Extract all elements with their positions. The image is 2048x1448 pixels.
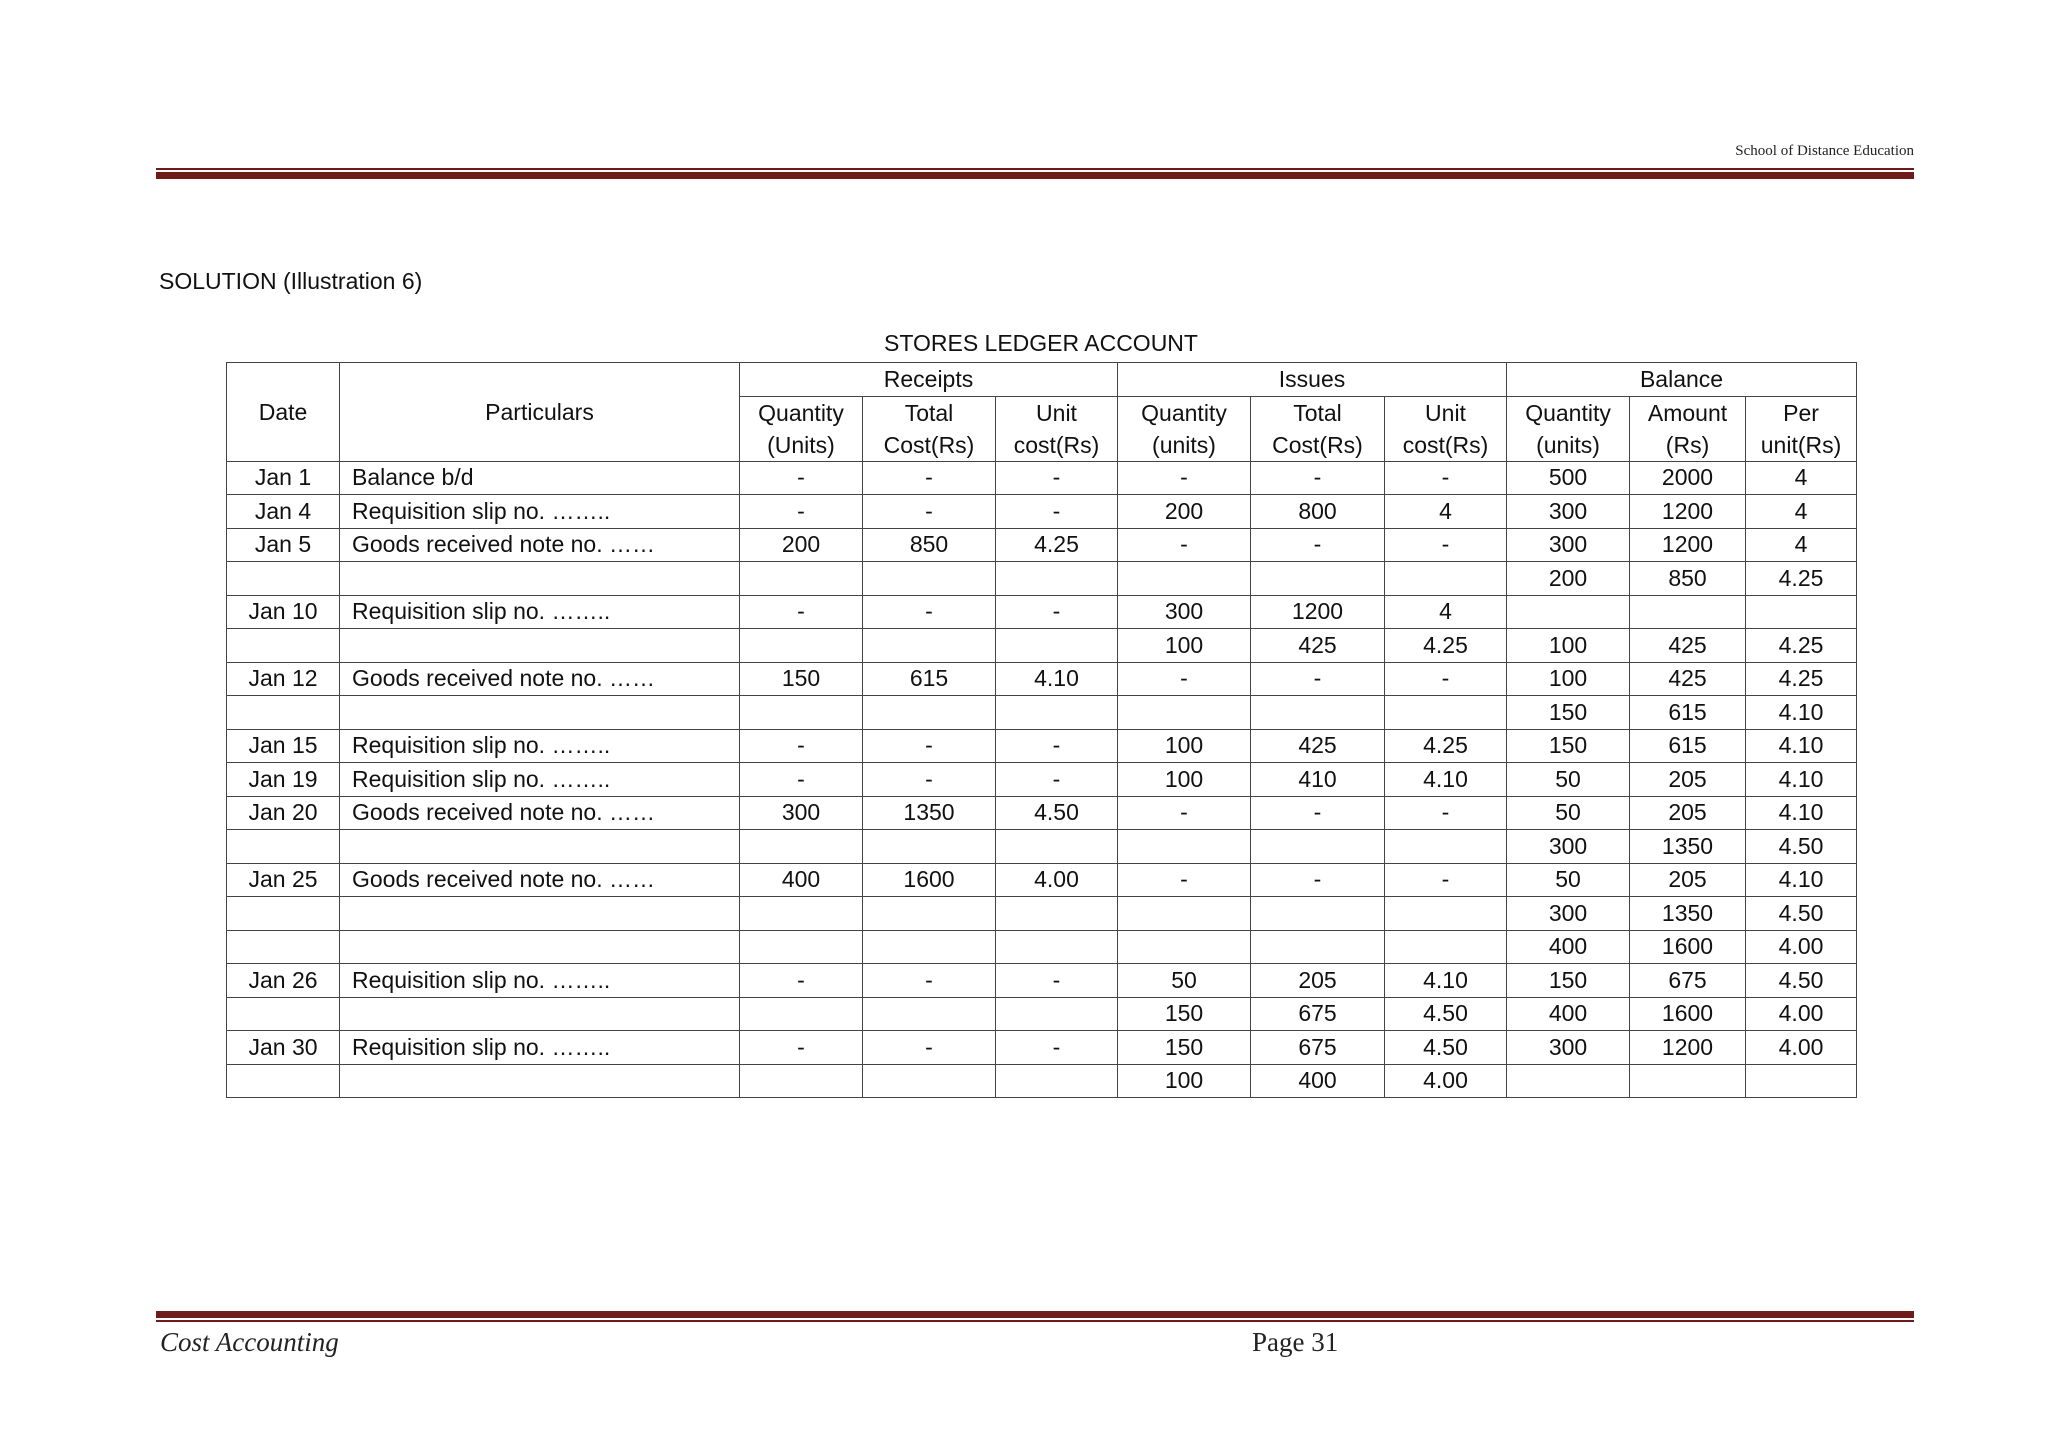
table-row (227, 495, 1857, 529)
table-row (227, 662, 1857, 696)
date-cell (227, 997, 340, 1031)
balance-per-unit-cell: 4 (1746, 528, 1857, 562)
issues-qty-cell: 150 (1118, 997, 1251, 1031)
balance-amount-cell: 1200 (1630, 495, 1746, 529)
table-row (227, 461, 1857, 495)
table-row (227, 696, 1857, 730)
receipts-qty-cell (740, 830, 863, 864)
receipts-total-cell: - (863, 1031, 996, 1065)
date-cell: Jan 4 (227, 495, 340, 529)
footer-rule (156, 1311, 1914, 1322)
particulars-cell: Requisition slip no. …….. (340, 964, 740, 998)
receipts-qty-cell: - (740, 1031, 863, 1065)
balance-per-unit-cell: 4.00 (1746, 997, 1857, 1031)
table-row (227, 930, 1857, 964)
receipts-qty-header: Quantity (Units) (740, 396, 863, 461)
date-cell: Jan 20 (227, 796, 340, 830)
balance-qty-cell: 300 (1507, 830, 1630, 864)
date-cell: Jan 15 (227, 729, 340, 763)
receipts-total-cell (863, 1064, 996, 1098)
issues-total-cell: 1200 (1251, 595, 1385, 629)
balance-qty-cell: 100 (1507, 629, 1630, 663)
receipts-total-cell (863, 897, 996, 931)
date-cell (227, 629, 340, 663)
particulars-cell: Requisition slip no. …….. (340, 1031, 740, 1065)
receipts-total-cell (863, 696, 996, 730)
balance-per-unit-cell: 4.50 (1746, 897, 1857, 931)
issues-qty-cell: 300 (1118, 595, 1251, 629)
issues-unit-cell: - (1385, 796, 1507, 830)
issues-qty-cell: - (1118, 796, 1251, 830)
group-balance-header: Balance (1507, 363, 1857, 397)
ledger-body (227, 461, 1857, 1098)
particulars-cell (340, 1064, 740, 1098)
issues-total-cell: - (1251, 662, 1385, 696)
balance-amount-cell: 205 (1630, 863, 1746, 897)
balance-qty-cell (1507, 1064, 1630, 1098)
balance-amount-cell: 1600 (1630, 997, 1746, 1031)
issues-total-cell: - (1251, 863, 1385, 897)
balance-qty-cell: 200 (1507, 562, 1630, 596)
date-cell: Jan 12 (227, 662, 340, 696)
receipts-total-cell: - (863, 964, 996, 998)
issues-unit-cell: - (1385, 662, 1507, 696)
receipts-total-cell: 1350 (863, 796, 996, 830)
issues-unit-cell: 4.10 (1385, 964, 1507, 998)
balance-qty-header: Quantity (units) (1507, 396, 1630, 461)
balance-per-unit-cell: 4.25 (1746, 562, 1857, 596)
receipts-total-cell: - (863, 495, 996, 529)
receipts-qty-cell (740, 897, 863, 931)
receipts-qty-cell (740, 696, 863, 730)
issues-total-header: Total Cost(Rs) (1251, 396, 1385, 461)
issues-unit-cell (1385, 897, 1507, 931)
issues-qty-cell: 100 (1118, 629, 1251, 663)
receipts-total-cell: - (863, 729, 996, 763)
date-cell (227, 930, 340, 964)
receipts-total-header: Total Cost(Rs) (863, 396, 996, 461)
particulars-cell (340, 930, 740, 964)
balance-qty-cell: 300 (1507, 897, 1630, 931)
date-cell (227, 897, 340, 931)
date-cell: Jan 26 (227, 964, 340, 998)
receipts-qty-cell: 400 (740, 863, 863, 897)
table-row (227, 863, 1857, 897)
col-date-header: Date (227, 363, 340, 462)
balance-qty-cell: 50 (1507, 763, 1630, 797)
balance-amount-cell: 205 (1630, 763, 1746, 797)
balance-amount-cell: 2000 (1630, 461, 1746, 495)
balance-per-unit-cell: 4.10 (1746, 729, 1857, 763)
receipts-unit-cell (996, 897, 1118, 931)
balance-qty-cell: 150 (1507, 729, 1630, 763)
receipts-unit-cell (996, 696, 1118, 730)
issues-unit-cell: 4.25 (1385, 729, 1507, 763)
issues-qty-cell (1118, 830, 1251, 864)
balance-per-unit-cell (1746, 1064, 1857, 1098)
group-receipts-header: Receipts (740, 363, 1118, 397)
receipts-total-cell: 1600 (863, 863, 996, 897)
receipts-total-cell: 615 (863, 662, 996, 696)
receipts-qty-cell (740, 629, 863, 663)
balance-per-unit-cell: 4 (1746, 495, 1857, 529)
balance-qty-cell: 50 (1507, 863, 1630, 897)
issues-total-cell: 425 (1251, 729, 1385, 763)
issues-qty-cell: 50 (1118, 964, 1251, 998)
issues-total-cell: - (1251, 461, 1385, 495)
balance-per-unit-cell (1746, 595, 1857, 629)
issues-qty-cell (1118, 562, 1251, 596)
table-row (227, 964, 1857, 998)
issues-qty-cell: - (1118, 863, 1251, 897)
group-issues-header: Issues (1118, 363, 1507, 397)
receipts-qty-cell (740, 562, 863, 596)
balance-per-unit-header: Per unit(Rs) (1746, 396, 1857, 461)
issues-qty-cell: - (1118, 461, 1251, 495)
balance-per-unit-cell: 4.10 (1746, 796, 1857, 830)
issues-unit-cell: 4.50 (1385, 1031, 1507, 1065)
issues-unit-cell: - (1385, 461, 1507, 495)
table-row (227, 595, 1857, 629)
balance-amount-cell: 615 (1630, 696, 1746, 730)
receipts-total-cell (863, 997, 996, 1031)
receipts-total-cell (863, 830, 996, 864)
balance-qty-cell (1507, 595, 1630, 629)
date-cell (227, 830, 340, 864)
date-cell: Jan 5 (227, 528, 340, 562)
issues-unit-cell: 4.25 (1385, 629, 1507, 663)
issues-total-cell: - (1251, 528, 1385, 562)
receipts-total-cell: - (863, 595, 996, 629)
date-cell: Jan 19 (227, 763, 340, 797)
particulars-cell (340, 696, 740, 730)
particulars-cell: Goods received note no. …… (340, 528, 740, 562)
receipts-unit-cell (996, 562, 1118, 596)
receipts-unit-cell (996, 830, 1118, 864)
issues-total-cell: 400 (1251, 1064, 1385, 1098)
receipts-qty-cell (740, 997, 863, 1031)
solution-title: SOLUTION (Illustration 6) (159, 268, 423, 294)
issues-qty-cell: 100 (1118, 763, 1251, 797)
issues-total-cell: 410 (1251, 763, 1385, 797)
balance-amount-cell: 425 (1630, 629, 1746, 663)
header-rule (156, 168, 1914, 179)
col-particulars-header: Particulars (340, 363, 740, 462)
table-row (227, 997, 1857, 1031)
receipts-unit-cell: - (996, 763, 1118, 797)
balance-amount-cell: 1200 (1630, 1031, 1746, 1065)
balance-amount-cell: 205 (1630, 796, 1746, 830)
balance-per-unit-cell: 4.50 (1746, 964, 1857, 998)
issues-qty-cell (1118, 696, 1251, 730)
balance-amount-cell (1630, 595, 1746, 629)
date-cell (227, 1064, 340, 1098)
particulars-cell: Goods received note no. …… (340, 796, 740, 830)
receipts-qty-cell: - (740, 964, 863, 998)
balance-amount-cell: 1200 (1630, 528, 1746, 562)
receipts-total-cell: - (863, 461, 996, 495)
issues-unit-cell: 4.00 (1385, 1064, 1507, 1098)
issues-qty-cell: 100 (1118, 1064, 1251, 1098)
balance-qty-cell: 500 (1507, 461, 1630, 495)
receipts-total-cell: 850 (863, 528, 996, 562)
balance-qty-cell: 300 (1507, 495, 1630, 529)
particulars-cell: Requisition slip no. …….. (340, 763, 740, 797)
balance-qty-cell: 400 (1507, 930, 1630, 964)
table-row (227, 830, 1857, 864)
receipts-unit-cell (996, 997, 1118, 1031)
date-cell: Jan 10 (227, 595, 340, 629)
issues-qty-cell: - (1118, 662, 1251, 696)
issues-unit-cell: - (1385, 528, 1507, 562)
footer-subject: Cost Accounting (160, 1327, 339, 1357)
balance-amount-cell: 425 (1630, 662, 1746, 696)
particulars-cell: Requisition slip no. …….. (340, 595, 740, 629)
issues-total-cell (1251, 562, 1385, 596)
balance-per-unit-cell: 4.25 (1746, 662, 1857, 696)
table-row (227, 562, 1857, 596)
receipts-qty-cell: - (740, 461, 863, 495)
receipts-qty-cell: 200 (740, 528, 863, 562)
balance-per-unit-cell: 4.25 (1746, 629, 1857, 663)
issues-qty-cell: 200 (1118, 495, 1251, 529)
receipts-unit-cell (996, 930, 1118, 964)
issues-total-cell (1251, 897, 1385, 931)
issues-unit-cell (1385, 562, 1507, 596)
balance-amount-cell: 1350 (1630, 897, 1746, 931)
receipts-unit-cell: 4.10 (996, 662, 1118, 696)
issues-unit-cell (1385, 830, 1507, 864)
issues-total-cell (1251, 696, 1385, 730)
receipts-total-cell (863, 562, 996, 596)
issues-unit-cell (1385, 696, 1507, 730)
receipts-unit-cell: 4.00 (996, 863, 1118, 897)
balance-amount-header: Amount (Rs) (1630, 396, 1746, 461)
particulars-cell: Goods received note no. …… (340, 863, 740, 897)
particulars-cell (340, 562, 740, 596)
receipts-unit-cell: - (996, 461, 1118, 495)
balance-qty-cell: 150 (1507, 696, 1630, 730)
balance-qty-cell: 150 (1507, 964, 1630, 998)
balance-per-unit-cell: 4 (1746, 461, 1857, 495)
issues-unit-cell: 4.50 (1385, 997, 1507, 1031)
issues-qty-cell (1118, 897, 1251, 931)
issues-qty-header: Quantity (units) (1118, 396, 1251, 461)
date-cell: Jan 1 (227, 461, 340, 495)
receipts-unit-cell: 4.25 (996, 528, 1118, 562)
particulars-cell: Goods received note no. …… (340, 662, 740, 696)
balance-per-unit-cell: 4.00 (1746, 930, 1857, 964)
issues-unit-header: Unit cost(Rs) (1385, 396, 1507, 461)
particulars-cell (340, 997, 740, 1031)
issues-qty-cell (1118, 930, 1251, 964)
balance-amount-cell (1630, 1064, 1746, 1098)
balance-amount-cell: 1600 (1630, 930, 1746, 964)
balance-per-unit-cell: 4.10 (1746, 696, 1857, 730)
particulars-cell: Requisition slip no. …….. (340, 495, 740, 529)
balance-per-unit-cell: 4.10 (1746, 763, 1857, 797)
particulars-cell (340, 629, 740, 663)
balance-qty-cell: 400 (1507, 997, 1630, 1031)
issues-total-cell (1251, 830, 1385, 864)
balance-qty-cell: 100 (1507, 662, 1630, 696)
table-row (227, 763, 1857, 797)
issues-qty-cell: - (1118, 528, 1251, 562)
issues-unit-cell: 4.10 (1385, 763, 1507, 797)
table-row (227, 629, 1857, 663)
table-row (227, 729, 1857, 763)
date-cell (227, 696, 340, 730)
date-cell: Jan 25 (227, 863, 340, 897)
issues-qty-cell: 100 (1118, 729, 1251, 763)
receipts-unit-cell (996, 1064, 1118, 1098)
receipts-unit-header: Unit cost(Rs) (996, 396, 1118, 461)
receipts-qty-cell: - (740, 763, 863, 797)
receipts-qty-cell: 300 (740, 796, 863, 830)
receipts-unit-cell (996, 629, 1118, 663)
receipts-unit-cell: - (996, 729, 1118, 763)
balance-per-unit-cell: 4.10 (1746, 863, 1857, 897)
header-school-name: School of Distance Education (1735, 143, 1914, 159)
issues-unit-cell: 4 (1385, 595, 1507, 629)
issues-total-cell: 675 (1251, 997, 1385, 1031)
issues-total-cell: - (1251, 796, 1385, 830)
table-row (227, 1064, 1857, 1098)
issues-unit-cell: - (1385, 863, 1507, 897)
ledger-title: STORES LEDGER ACCOUNT (884, 330, 1198, 356)
table-row (227, 528, 1857, 562)
particulars-cell (340, 830, 740, 864)
stores-ledger-table (226, 362, 1857, 1098)
date-cell (227, 562, 340, 596)
issues-unit-cell: 4 (1385, 495, 1507, 529)
issues-unit-cell (1385, 930, 1507, 964)
receipts-total-cell (863, 629, 996, 663)
issues-qty-cell: 150 (1118, 1031, 1251, 1065)
balance-amount-cell: 850 (1630, 562, 1746, 596)
receipts-qty-cell: - (740, 729, 863, 763)
table-row (227, 1031, 1857, 1065)
receipts-unit-cell: - (996, 495, 1118, 529)
date-cell: Jan 30 (227, 1031, 340, 1065)
particulars-cell (340, 897, 740, 931)
issues-total-cell: 800 (1251, 495, 1385, 529)
receipts-unit-cell: - (996, 1031, 1118, 1065)
receipts-unit-cell: - (996, 964, 1118, 998)
balance-amount-cell: 675 (1630, 964, 1746, 998)
issues-total-cell: 425 (1251, 629, 1385, 663)
footer-page-number: Page 31 (1252, 1327, 1339, 1357)
receipts-qty-cell: - (740, 495, 863, 529)
balance-qty-cell: 300 (1507, 528, 1630, 562)
issues-total-cell: 675 (1251, 1031, 1385, 1065)
receipts-qty-cell (740, 930, 863, 964)
particulars-cell: Requisition slip no. …….. (340, 729, 740, 763)
receipts-qty-cell (740, 1064, 863, 1098)
particulars-cell: Balance b/d (340, 461, 740, 495)
receipts-total-cell: - (863, 763, 996, 797)
balance-amount-cell: 1350 (1630, 830, 1746, 864)
balance-amount-cell: 615 (1630, 729, 1746, 763)
receipts-qty-cell: - (740, 595, 863, 629)
issues-total-cell (1251, 930, 1385, 964)
balance-per-unit-cell: 4.00 (1746, 1031, 1857, 1065)
table-row (227, 897, 1857, 931)
balance-qty-cell: 50 (1507, 796, 1630, 830)
receipts-unit-cell: 4.50 (996, 796, 1118, 830)
issues-total-cell: 205 (1251, 964, 1385, 998)
header-row-groups (227, 363, 1857, 397)
receipts-total-cell (863, 930, 996, 964)
balance-per-unit-cell: 4.50 (1746, 830, 1857, 864)
table-row (227, 796, 1857, 830)
balance-qty-cell: 300 (1507, 1031, 1630, 1065)
receipts-qty-cell: 150 (740, 662, 863, 696)
receipts-unit-cell: - (996, 595, 1118, 629)
